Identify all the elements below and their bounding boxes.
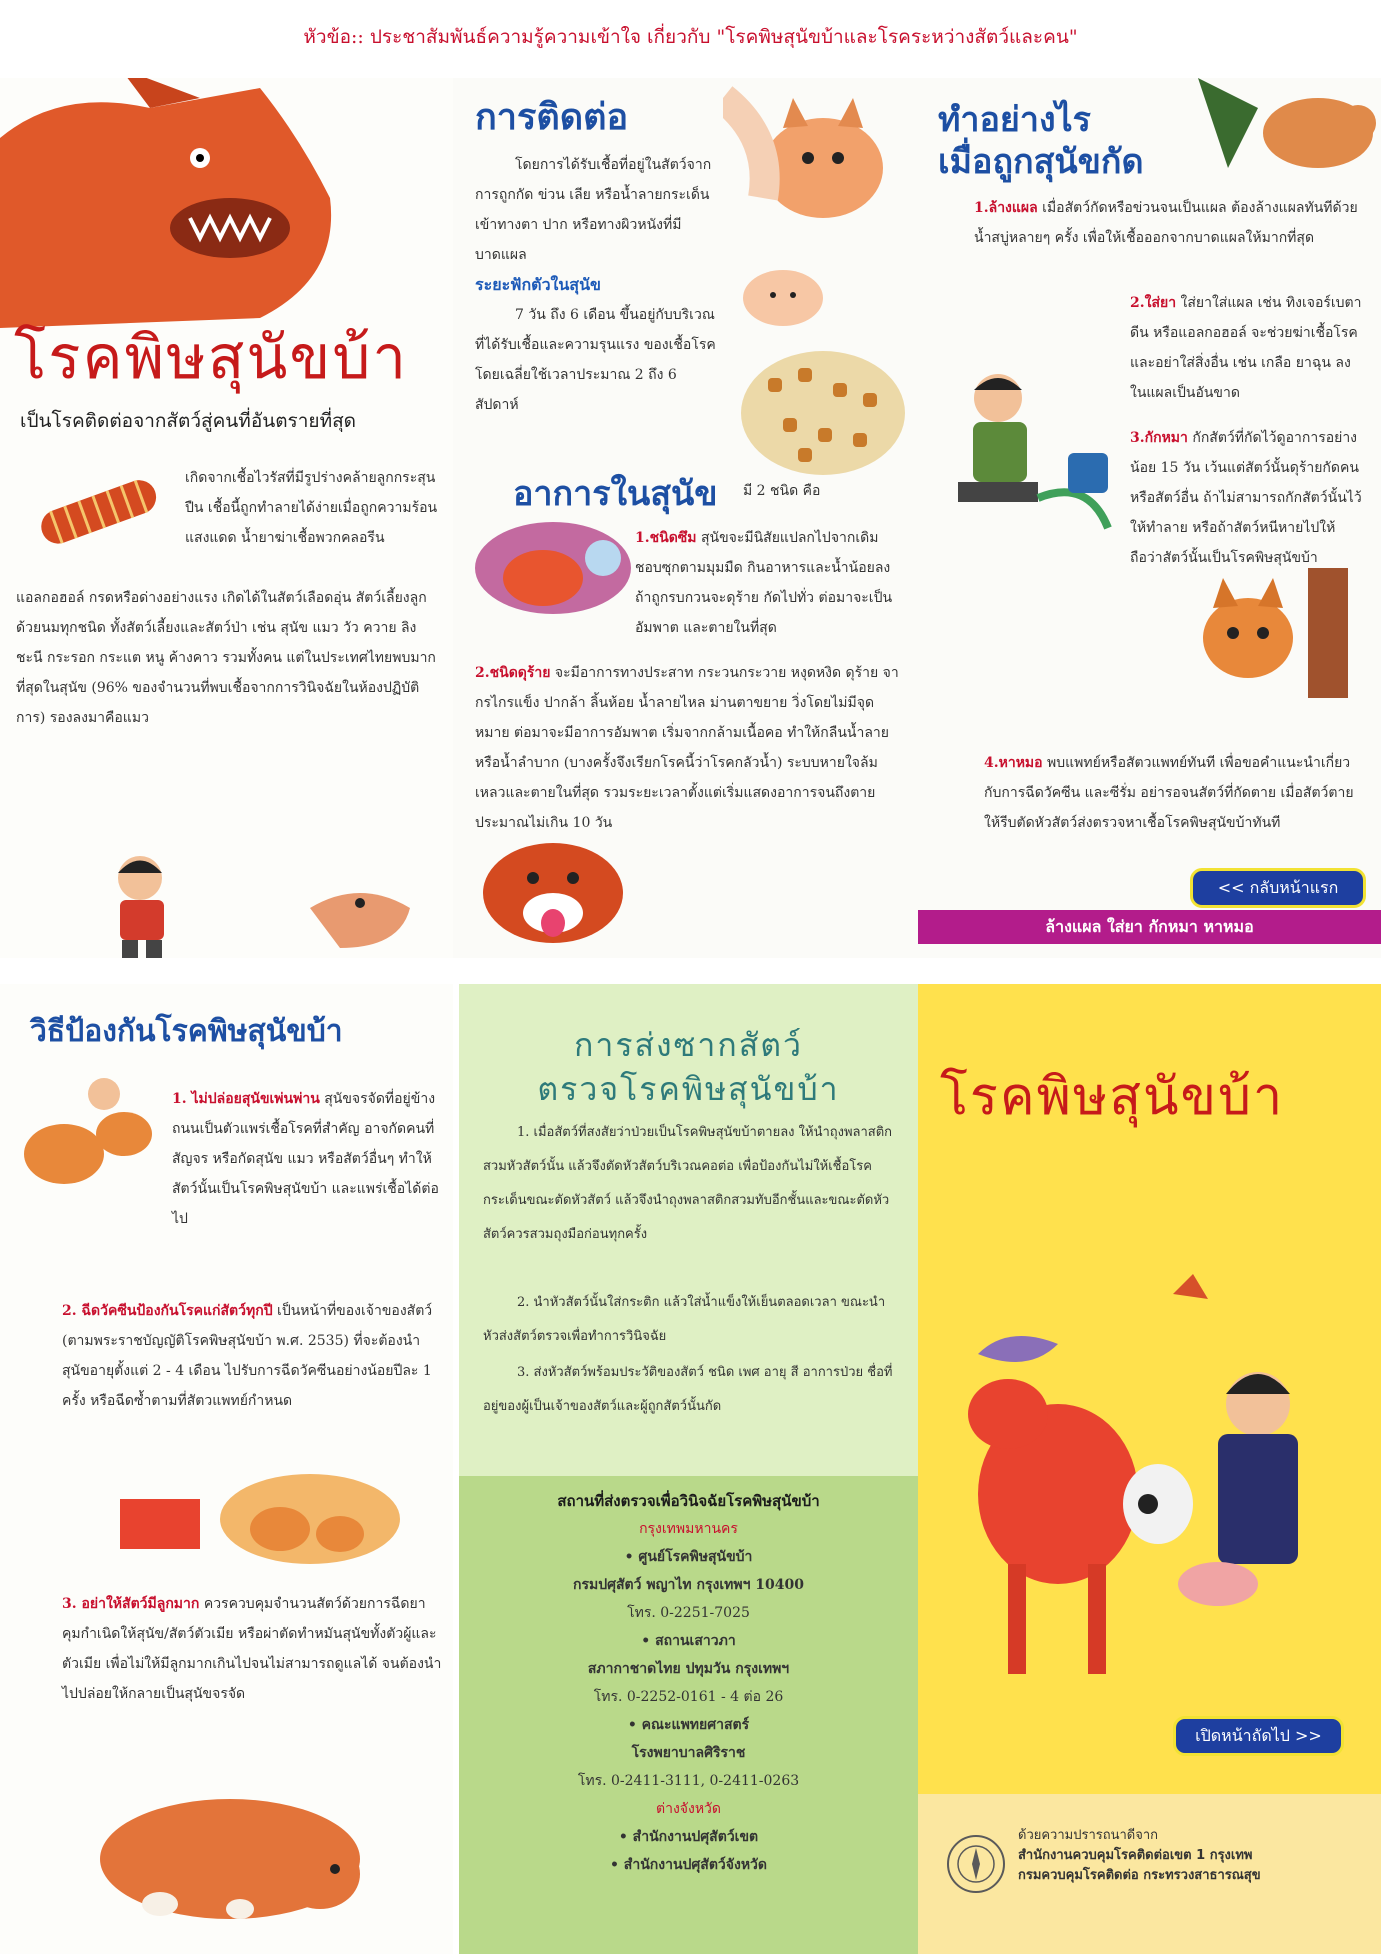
- boy-and-dog-illustration: [60, 848, 440, 958]
- first-aid-banner: ล้างแผล ใส่ยา กักหมา หาหมอ: [918, 910, 1381, 944]
- rabid-dog-illustration: [0, 78, 453, 328]
- item-1-text: สุนัขจรจัดที่อยู่ข้างถนนเป็นตัวแพร่เชื้อโรคที่สำคัญ อาจกัดคนที่สัญจร หรือกัดสุนัข แมว หรือสัตว์อื่นๆ ทำให้สัตว์นั้นเป็นโรคพิษสุนัขบ้า และแพร่เชื้อได้ต่อไป: [172, 1091, 439, 1227]
- intro-subtitle: เป็นโรคติดต่อจากสัตว์สู่คนที่อันตรายที่สุด: [20, 410, 357, 432]
- lab-locations-box: [459, 1476, 918, 1954]
- furious-rabies-desc: จะมีอาการทางประสาท กระวนกระวาย หงุดหงิด ดุร้าย จากรไกรแข็ง ปากล้า ลิ้นห้อย น้ำลายไหล ม่านตาขยาย วิ่งโดยไม่มีจุดหมาย ต่อมาจะมีอาการอัมพาต เริ่มจากกล้ามเนื้อคอ ทำให้กลืนน้ำลายหรือน้ำลำบาก (บางครั้งจึงเรียกโรคนี้ว่าโรคกลัวน้ำ) ระบบหายใจล้มเหลวและตายในที่สุด รวมระยะเวลาตั้งแต่เริ่มแสดงอาการจนถึงตาย ประมาณไม่เกิน 10 วัน: [475, 665, 899, 831]
- province-heading: ต่างจังหวัด: [655, 1801, 721, 1817]
- loc2-name: • สถานเสาวภา: [641, 1633, 736, 1649]
- prevention-item-3: [22, 1589, 442, 1709]
- lab-title: สถานที่ส่งตรวจเพื่อวินิจฉัยโรคพิษสุนัขบ้า: [557, 1492, 820, 1510]
- cover-title: โรคพิษสุนัขบ้า: [940, 1067, 1285, 1127]
- item-2-label: 2. ฉีดวัคซีนป้องกันโรคแก่สัตว์ทุกปี: [62, 1303, 273, 1319]
- item-3-label: 3. อย่าให้สัตว์มีลูกมาก: [62, 1596, 200, 1612]
- sick-dog-illustration: [80, 1764, 380, 1934]
- loc3-name: • คณะแพทยศาสตร์: [627, 1717, 750, 1733]
- province-office-1: • สำนักงานปศุสัตว์เขต: [618, 1829, 759, 1845]
- item-2-text: เป็นหน้าที่ของเจ้าของสัตว์ (ตามพระราชบัญญัติโรคพิษสุนัขบ้า พ.ศ. 2535) ที่จะต้องนำสุนัขอายุตั้งแต่ 2 - 4 เดือน ไปรับการฉีดวัคซีนอย่างน้อยปีละ 1 ครั้ง หรือฉีดซ้ำตามที่สัตวแพทย์กำหนด: [62, 1303, 433, 1409]
- specimen-heading-2: ตรวจโรคพิษสุนัขบ้า: [537, 1070, 840, 1108]
- cover-animals-illustration: [918, 1234, 1381, 1704]
- furious-rabies-text: [475, 658, 900, 838]
- loc1-address: กรมปศุสัตว์ พญาไท กรุงเทพฯ 10400: [572, 1577, 805, 1593]
- dumb-rabies-label: 1.ชนิดซึม: [635, 530, 697, 546]
- step-2-label: 2.ใส่ยา: [1130, 295, 1177, 311]
- loc3-address: โรงพยาบาลศิริราช: [631, 1745, 746, 1761]
- first-aid-step-2: [1130, 288, 1365, 408]
- first-aid-step-4: [934, 748, 1364, 838]
- first-aid-heading-1: ทำอย่างไร: [938, 100, 1091, 140]
- loc2-tel: โทร. 0-2252-0161 - 4 ต่อ 26: [593, 1689, 784, 1705]
- cover-footer: [918, 1794, 1381, 1954]
- panel-specimen: [459, 984, 918, 1954]
- loc2-address: สภากาชาดไทย ปทุมวัน กรุงเทพฯ: [587, 1661, 790, 1677]
- first-aid-step-3: [1130, 423, 1365, 573]
- virus-illustration: [28, 470, 168, 550]
- province-office-2: • สำนักงานปศุสัตว์จังหวัด: [609, 1857, 768, 1873]
- step-1-label: 1.ล้างแผล: [974, 200, 1038, 216]
- first-aid-heading-2: เมื่อถูกสุนัขกัด: [938, 142, 1144, 182]
- step-1-text: เมื่อสัตว์กัดหรือข่วนจนเป็นแผล ต้องล้างแผลทันทีด้วยน้ำสบู่หลายๆ ครั้ง เพื่อให้เชื้อออกจากบาดแผลให้มากที่สุด: [974, 200, 1358, 246]
- dumb-rabies-text: [475, 523, 900, 643]
- specimen-step-1: 1. เมื่อสัตว์ที่สงสัยว่าป่วยเป็นโรคพิษสุนัขบ้าตายลง ให้นำถุงพลาสติกสวมหัวสัตว์นั้น แล้วจึงตัดหัวสัตว์บริเวณคอต่อ เพื่อป้องกันไม่ให้เชื้อโรคกระเด็นขณะตัดหัวสัตว์ แล้วจึงนำถุงพลาสติกสวมทับอีกชั้นและขณะตัดหัวสัตว์ควรสวมถุงมือก่อนทุกครั้ง: [483, 1125, 893, 1242]
- contact-heading: การติดต่อ: [475, 97, 629, 138]
- intro-paragraph-a: เกิดจากเชื้อไวรัสที่มีรูปร่างคล้ายลูกกระสุนปืน เชื้อนี้ถูกทำลายได้ง่ายเมื่อถูกความร้อน แสงแดด น้ำยาฆ่าเชื้อพวกคลอรีน: [185, 470, 438, 546]
- panel-cover: [918, 984, 1381, 1954]
- incubation-heading: ระยะฟักตัวในสุนัข: [475, 275, 601, 294]
- step-4-text: พบแพทย์หรือสัตวแพทย์ทันที เพื่อขอคำแนะนำเกี่ยวกับการฉีดวัคซีน และซีรั่ม อย่ารอจนสัตว์ที่กัดตาย เมื่อสัตว์ตายให้รีบตัดหัวสัตว์ส่งตรวจหาเชื้อโรคพิษสุนัขบ้าทันที: [984, 755, 1354, 831]
- prevention-item-2: [22, 1296, 442, 1416]
- prevention-item-1: [22, 1084, 442, 1234]
- next-page-button[interactable]: เปิดหน้าถัดไป >>: [1173, 1716, 1344, 1756]
- contact-text: โดยการได้รับเชื้อที่อยู่ในสัตว์จากการถูกกัด ข่วน เลีย หรือน้ำลายกระเด็นเข้าทางตา ปาก หรือทางผิวหนังที่มีบาดแผล: [475, 157, 712, 263]
- ministry-seal-icon: [946, 1834, 1006, 1894]
- virus-particles-illustration: [738, 348, 908, 478]
- specimen-step-3: 3. ส่งหัวสัตว์พร้อมประวัติของสัตว์ ชนิด เพศ อายุ สี อาการป่วย ชื่อที่อยู่ของผู้เป็นเจ้าของสัตว์และผู้ถูกสัตว์นั้นกัด: [483, 1365, 893, 1414]
- intro-paragraph-b: แอลกอฮอล์ กรดหรือด่างอย่างแรง เกิดได้ในสัตว์เลือดอุ่น สัตว์เลี้ยงลูกด้วยนมทุกชนิด ทั้งสัตว์เลี้ยงและสัตว์ป่า เช่น สุนัข แมว วัว ควาย ลิง ชะนี กระรอก กระแต หนู ค้างคาว รวมทั้งคน แต่ในประเทศไทยพบมากที่สุดในสุนัข (96% ของจำนวนที่พบเชื้อจากการวินิจฉัยในห้องปฏิบัติการ) รองลงมาคือแมว: [16, 590, 436, 726]
- organization-2: กรมควบคุมโรคติดต่อ กระทรวงสาธารณสุข: [1018, 1868, 1261, 1883]
- symptoms-suffix: มี 2 ชนิด คือ: [743, 483, 821, 499]
- panel-prevention: [0, 984, 453, 1954]
- specimen-step-2: 2. นำหัวสัตว์นั้นใส่กระติก แล้วใส่น้ำแข็งให้เย็นตลอดเวลา ขณะนำหัวส่งสัตว์ตรวจเพื่อทำการวินิจฉัย: [483, 1295, 886, 1344]
- panel-first-aid: [918, 78, 1381, 958]
- organization-1: สำนักงานควบคุมโรคติดต่อเขต 1 กรุงเทพ: [1018, 1848, 1253, 1863]
- credit-text: ด้วยความปรารถนาดีจาก: [1018, 1828, 1159, 1843]
- step-3-text: กักสัตว์ที่กัดไว้ดูอาการอย่างน้อย 15 วัน เว้นแต่สัตว์นั้นดุร้ายกัดคนหรือสัตว์อื่น ถ้าไม่สามารถกักสัตว์นั้นไว้ให้ทำลาย หรือถ้าสัตว์หนีหายไปให้ถือว่าสัตว์นั้นเป็นโรคพิษสุนัขบ้า: [1130, 430, 1362, 566]
- incubation-text: 7 วัน ถึง 6 เดือน ขึ้นอยู่กับบริเวณที่ได้รับเชื้อและความรุนแรง ของเชื้อโรค โดยเฉลี่ยใช้เวลาประมาณ 2 ถึง 6 สัปดาห์: [475, 307, 716, 413]
- dog-chasing-illustration: [1188, 78, 1381, 188]
- step-2-text: ใส่ยาใส่แผล เช่น ทิงเจอร์เบตาดีน หรือแอลกอฮอล์ จะช่วยฆ่าเชื้อโรค และอย่าใส่สิ่งอื่น เช่น เกลือ ยาฉุน ลงในแผลเป็นอันขาด: [1130, 295, 1362, 401]
- back-to-first-page-button[interactable]: << กลับหน้าแรก: [1190, 868, 1366, 908]
- step-3-label: 3.กักหมา: [1130, 430, 1188, 446]
- washing-wound-illustration: [928, 358, 1128, 558]
- bangkok-heading: กรุงเทพมหานคร: [639, 1521, 738, 1537]
- item-3-text: ควรควบคุมจำนวนสัตว์ด้วยการฉีดยาคุมกำเนิดให้สุนัข/สัตว์ตัวเมีย หรือผ่าตัดทำหมันสุนัขทั้งตัวผู้และตัวเมีย เพื่อไม่ให้มีลูกมากเกินไปจนไม่สามารถดูแลได้ จนต้องนำไปปล่อยให้กลายเป็นสุนัขจรจัด: [62, 1596, 442, 1702]
- intro-title: โรคพิษสุนัขบ้า: [14, 323, 409, 393]
- infant-illustration: [738, 263, 828, 333]
- page-header: หัวข้อ:: ประชาสัมพันธ์ความรู้ความเข้าใจ เกี่ยวกับ "โรคพิษสุนัขบ้าและโรคระหว่างสัตว์และคน": [303, 26, 1078, 48]
- loc1-tel: โทร. 0-2251-7025: [627, 1605, 750, 1621]
- furious-rabies-label: 2.ชนิดดุร้าย: [475, 665, 551, 681]
- panel-intro: [0, 78, 453, 958]
- first-aid-step-1: [934, 193, 1364, 253]
- prevention-heading: วิธีป้องกันโรคพิษสุนัขบ้า: [30, 1014, 343, 1049]
- dumb-rabies-desc: สุนัขจะมีนิสัยแปลกไปจากเดิม ชอบซุกตามมุมมืด กินอาหารและน้ำน้อยลง ถ้าถูกรบกวนจะดุร้าย กัดไปทั่ว ต่อมาจะเป็นอัมพาต และตายในที่สุด: [635, 530, 893, 636]
- loc3-tel: โทร. 0-2411-3111, 0-2411-0263: [577, 1773, 800, 1789]
- symptoms-heading: อาการในสุนัข: [513, 474, 718, 514]
- step-4-label: 4.หาหมอ: [984, 755, 1043, 771]
- caged-cat-illustration: [1178, 568, 1368, 698]
- furious-dog-illustration: [473, 838, 633, 948]
- loc1-name: • ศูนย์โรคพิษสุนัขบ้า: [624, 1549, 753, 1565]
- panel-transmission: [453, 78, 918, 958]
- cat-scratch-illustration: [723, 78, 918, 238]
- specimen-heading-1: การส่งซากสัตว์: [573, 1026, 804, 1064]
- vaccination-illustration: [110, 1459, 410, 1569]
- item-1-label: 1. ไม่ปล่อยสุนัขเพ่นพ่าน: [172, 1091, 320, 1107]
